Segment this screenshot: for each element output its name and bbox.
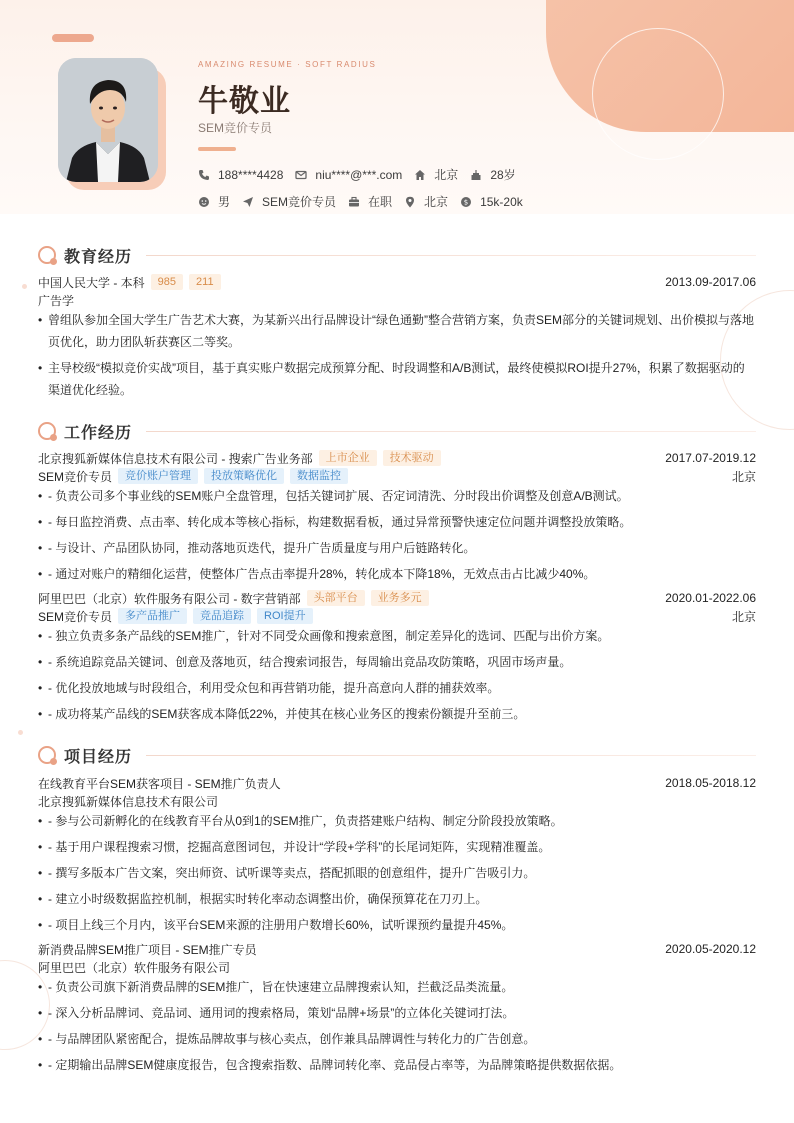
target-job-text: SEM竞价专员: [262, 195, 337, 209]
section-divider: [146, 431, 756, 432]
cake-icon: [470, 169, 482, 181]
email-text: niu****@***.com: [315, 167, 403, 182]
candidate-job-title: SEM竞价专员: [198, 121, 273, 135]
svg-text:$: $: [463, 198, 469, 207]
project-org-row: [38, 792, 756, 810]
work-bullet: • - 系统追踪竞品关键词、创意及落地页，结合搜索词报告，每周输出竞品攻防策略，巩固市场声量。: [38, 651, 756, 673]
work-bullet: • - 独立负责多条产品线的SEM推广，针对不同受众画像和搜索意图，制定差异化的选词、匹配与出价方案。: [38, 625, 756, 647]
education-entry: [38, 273, 756, 291]
residence-info: [414, 166, 458, 183]
skill-tag: 数据监控: [290, 468, 348, 484]
resume-tagline: AMAZING RESUME · SOFT RADIUS: [198, 60, 377, 69]
skill-tag: 竞价账户管理: [118, 468, 198, 484]
project-org: 北京搜狐新媒体信息技术有限公司: [38, 794, 219, 809]
project-bullet: • - 与品牌团队紧密配合，提炼品牌故事与核心卖点，创作兼具品牌调性与转化力的广告创意。: [38, 1028, 756, 1050]
work-bullet: • - 优化投放地域与时段组合，利用受众包和再营销功能，提升高意向人群的捕获效率。: [38, 677, 756, 699]
company-tag: 技术驱动: [383, 450, 441, 466]
project-date: 2020.05-2020.12: [665, 942, 756, 956]
work-bullet: • - 成功将某产品线的SEM获客成本降低22%，并使其在核心业务区的搜索份额提升至前三。: [38, 703, 756, 725]
target-city-text: 北京: [424, 195, 449, 209]
title-underline: [198, 147, 236, 151]
phone-info: [198, 168, 283, 182]
section-title: 工作经历: [64, 425, 133, 442]
education-date: 2013.09-2017.06: [665, 275, 756, 289]
project-bullet: • - 深入分析品牌词、竞品词、通用词的搜索格局，策划“品牌+场景”的立体化关键词打法。: [38, 1002, 756, 1024]
project-bullet: • - 项目上线三个月内，该平台SEM来源的注册用户数增长60%，试听课预约量提升45%。: [38, 914, 756, 936]
project-entry: [38, 774, 756, 792]
project-entry: [38, 940, 756, 958]
project-date: 2018.05-2018.12: [665, 776, 756, 790]
work-city: 北京: [731, 469, 756, 484]
work-bullet: • - 通过对账户的精细化运营，使整体广告点击率提升28%，转化成本下降18%，无效点击占比减少40%。: [38, 563, 756, 585]
mail-icon: [295, 169, 307, 181]
decorative-dot: [18, 730, 23, 735]
location-pin-icon: [404, 196, 416, 208]
school-name: 中国人民大学 - 本科: [38, 275, 145, 290]
gender-text: 男: [218, 195, 231, 209]
work-role-row: [38, 467, 756, 485]
work-city: 北京: [731, 609, 756, 624]
project-org-row: [38, 958, 756, 976]
work-bullet: • - 负责公司多个事业线的SEM账户全盘管理，包括关键词扩展、否定词清洗、分时段出价调整及创意A/B测试。: [38, 485, 756, 507]
project-bullet: • - 建立小时级数据监控机制，根据实时转化率动态调整出价，确保预算花在刀刃上。: [38, 888, 756, 910]
salary-icon: [460, 196, 472, 208]
salary-info: [460, 195, 523, 209]
decorative-dot: [22, 284, 27, 289]
skill-tag: 多产品推广: [118, 608, 187, 624]
phone-icon: [198, 169, 210, 181]
target-city-info: [404, 193, 448, 210]
section-title: 项目经历: [64, 749, 133, 766]
work-entry: [38, 449, 756, 467]
skill-tag: ROI提升: [257, 608, 313, 624]
education-major-row: [38, 291, 756, 309]
role-name: SEM竞价专员: [38, 469, 113, 484]
salary-text: 15k-20k: [480, 194, 523, 209]
decorative-ring: [592, 28, 724, 160]
project-bullet: • - 基于用户课程搜索习惯，挖掘高意图词包，并设计“学段+学科”的长尾词矩阵，实现精准覆盖。: [38, 836, 756, 858]
company-name: 北京搜狐新媒体信息技术有限公司 - 搜索广告业务部: [38, 451, 313, 466]
employment-status-text: 在职: [368, 195, 393, 209]
company-tag: 上市企业: [319, 450, 377, 466]
education-bullet: • 主导校级“模拟竞价实战”项目，基于真实账户数据完成预算分配、时段调整和A/B测试，最终使模拟ROI提升27%，积累了数据驱动的渠道优化经验。: [38, 357, 756, 401]
gender-info: [198, 193, 230, 210]
work-bullet: • - 与设计、产品团队协同，推动落地页迭代，提升广告质量度与用户后链路转化。: [38, 537, 756, 559]
role-name: SEM竞价专员: [38, 609, 113, 624]
section-icon: [38, 746, 58, 766]
briefcase-icon: [348, 196, 360, 208]
work-date: 2020.01-2022.06: [665, 591, 756, 605]
skill-tag: 竞品追踪: [193, 608, 251, 624]
project-bullet: • - 参与公司新孵化的在线教育平台从0到1的SEM推广，负责搭建账户结构、制定分阶段投放策略。: [38, 810, 756, 832]
section-projects: [38, 744, 756, 767]
company-name: 阿里巴巴（北京）软件服务有限公司 - 数字营销部: [38, 591, 301, 606]
phone-text: 188****4428: [218, 167, 284, 182]
school-tag: 985: [151, 274, 183, 290]
age-text: 28岁: [490, 168, 516, 182]
target-job-info: [242, 193, 336, 210]
project-title: 新消费品牌SEM推广项目 - SEM推广专员: [38, 942, 257, 957]
decorative-bar: [52, 34, 94, 42]
company-tag: 业务多元: [371, 590, 429, 606]
company-tag: 头部平台: [307, 590, 365, 606]
home-icon: [414, 169, 426, 181]
section-divider: [146, 755, 756, 756]
major-name: 广告学: [38, 293, 75, 308]
work-date: 2017.07-2019.12: [665, 451, 756, 465]
work-bullet: • - 每日监控消费、点击率、转化成本等核心指标，构建数据看板，通过异常预警快速定位问题并调整投放策略。: [38, 511, 756, 533]
skill-tag: 投放策略优化: [204, 468, 284, 484]
residence-text: 北京: [434, 168, 459, 182]
email-info: [295, 168, 402, 182]
contact-info-row: [198, 166, 528, 183]
section-education: [38, 244, 756, 267]
project-bullet: • - 定期输出品牌SEM健康度报告，包含搜索指数、品牌词转化率、竞品侵占率等，为品牌策略提供数据依据。: [38, 1054, 756, 1076]
work-entry: [38, 589, 756, 607]
work-role-row: [38, 607, 756, 625]
section-icon: [38, 422, 58, 442]
employment-status-info: [348, 193, 392, 210]
section-icon: [38, 246, 58, 266]
profile-photo: [58, 58, 158, 182]
project-bullet: • - 撰写多版本广告文案，突出师资、试听课等卖点，搭配抓眼的创意组件，提升广告吸引力。: [38, 862, 756, 884]
age-info: [470, 166, 515, 183]
section-title: 教育经历: [64, 249, 133, 266]
section-work: [38, 420, 756, 443]
project-org: 阿里巴巴（北京）软件服务有限公司: [38, 960, 231, 975]
gender-icon: [198, 196, 210, 208]
education-bullet: • 曾组队参加全国大学生广告艺术大赛，为某新兴出行品牌设计“绿色通勤”整合营销方案，负责SEM部分的关键词规划、出价模拟与落地页优化，助力团队斩获赛区二等奖。: [38, 309, 756, 353]
project-bullet: • - 负责公司旗下新消费品牌的SEM推广，旨在快速建立品牌搜索认知，拦截泛品类流量。: [38, 976, 756, 998]
project-title: 在线教育平台SEM获客项目 - SEM推广负责人: [38, 776, 281, 791]
send-icon: [242, 196, 254, 208]
school-tag: 211: [189, 274, 221, 290]
status-info-row: [198, 193, 535, 210]
section-divider: [146, 255, 756, 256]
candidate-name: 牛敬业: [198, 85, 291, 118]
